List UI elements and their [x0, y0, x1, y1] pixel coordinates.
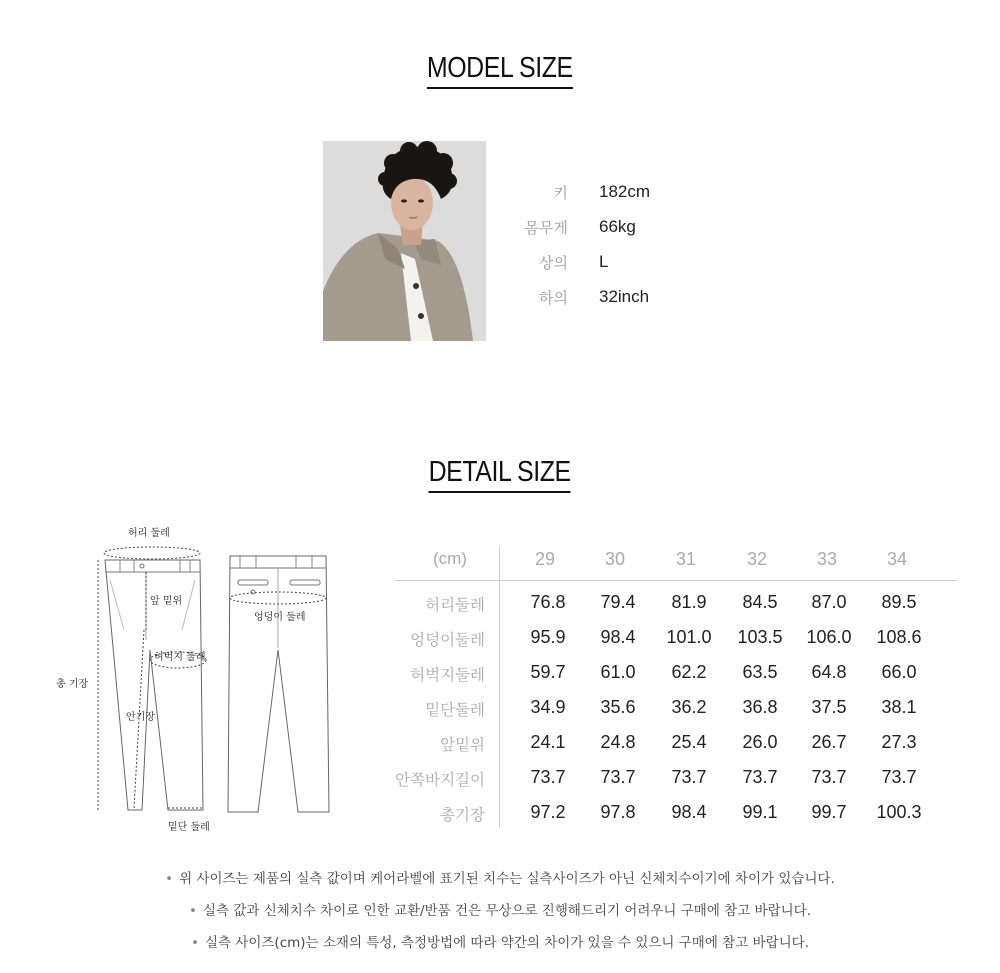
- table-cell: 76.8: [530, 592, 566, 612]
- table-cell: 95.9: [530, 627, 566, 647]
- bullet-icon: •: [188, 903, 197, 919]
- note-text: 실측 값과 신체치수 차이로 인한 교환/반품 건은 무상으로 진행해드리기 어려우니 구매에 참고 바랍니다.: [202, 903, 812, 919]
- detail-size-title: DETAIL SIZE: [0, 456, 1000, 493]
- note-3: [0, 931, 1000, 951]
- table-cell: 25.4: [671, 732, 707, 752]
- spec-value: 66kg: [599, 217, 636, 236]
- diagram-label-front-rise: 앞 밑위: [150, 596, 183, 607]
- model-photo: [323, 141, 486, 341]
- spec-label: 하의: [539, 289, 568, 307]
- table-cell: 106.0: [806, 627, 852, 647]
- table-cell: 99.7: [811, 802, 847, 822]
- model-spec-weight: [500, 217, 800, 241]
- table-divider-vertical: [499, 546, 500, 828]
- table-cell: 73.7: [742, 767, 778, 787]
- table-cell: 79.4: [600, 592, 636, 612]
- diagram-label-waist: 허리 둘레: [128, 528, 170, 539]
- row-label: 밑단둘레: [425, 701, 485, 719]
- table-cell: 98.4: [671, 802, 707, 822]
- table-cell: 103.5: [737, 627, 783, 647]
- table-cell: 38.1: [881, 697, 917, 717]
- diagram-label-hip: 엉덩이 둘레: [254, 612, 306, 623]
- table-cell: 36.8: [742, 697, 778, 717]
- spec-label: 키: [553, 184, 568, 202]
- table-cell: 89.5: [881, 592, 917, 612]
- diagram-label-inseam: 안기장: [126, 712, 155, 723]
- row-label: 허리둘레: [425, 596, 485, 614]
- table-cell: 108.6: [876, 627, 922, 647]
- table-cell: 24.1: [530, 732, 566, 752]
- diagram-label-hem: 밑단 둘레: [168, 822, 210, 833]
- unit-header: (cm): [433, 549, 467, 568]
- note-2: [0, 899, 1000, 919]
- table-cell: 63.5: [742, 662, 778, 682]
- size-table: [395, 540, 957, 830]
- model-spec-top: [500, 252, 800, 276]
- row-label: 엉덩이둘레: [410, 631, 485, 649]
- size-header: 31: [675, 549, 697, 569]
- bullet-icon: •: [190, 935, 199, 951]
- table-cell: 34.9: [530, 697, 566, 717]
- spec-label: 몸무게: [524, 219, 568, 237]
- row-label: 총기장: [440, 806, 485, 824]
- table-divider-horizontal: [395, 580, 957, 581]
- table-cell: 98.4: [600, 627, 636, 647]
- model-spec-height: [500, 182, 800, 206]
- table-cell: 37.5: [811, 697, 847, 717]
- size-header: 32: [746, 549, 768, 569]
- diagram-label-total-length: 총 기장: [56, 679, 89, 690]
- table-cell: 73.7: [671, 767, 707, 787]
- row-label: 허벅지둘레: [410, 666, 485, 684]
- note-text: 실측 사이즈(cm)는 소재의 특성, 측정방법에 따라 약간의 차이가 있을 수 있으니 구매에 참고 바랍니다.: [204, 935, 810, 951]
- table-cell: 35.6: [600, 697, 636, 717]
- model-spec-bottom: [500, 287, 800, 311]
- table-cell: 99.1: [742, 802, 778, 822]
- table-cell: 97.8: [600, 802, 636, 822]
- table-cell: 27.3: [881, 732, 917, 752]
- table-cell: 101.0: [666, 627, 712, 647]
- table-cell: 62.2: [671, 662, 707, 682]
- table-cell: 73.7: [600, 767, 636, 787]
- table-cell: 87.0: [811, 592, 847, 612]
- pants-diagram: [50, 520, 350, 840]
- table-cell: 73.7: [881, 767, 917, 787]
- spec-value: 32inch: [599, 287, 650, 306]
- size-header: 34: [886, 549, 908, 569]
- model-size-title: MODEL SIZE: [0, 52, 1000, 89]
- row-label: 앞밑위: [440, 736, 485, 754]
- note-text: 위 사이즈는 제품의 실측 값이며 케어라벨에 표기된 치수는 실측사이즈가 아닌 신체치수이기에 차이가 있습니다.: [179, 871, 835, 887]
- table-cell: 61.0: [600, 662, 636, 682]
- table-cell: 84.5: [742, 592, 778, 612]
- size-header: 30: [604, 549, 626, 569]
- row-label: 안쪽바지길이: [395, 771, 485, 789]
- table-cell: 66.0: [881, 662, 917, 682]
- bullet-icon: •: [165, 871, 174, 887]
- table-cell: 36.2: [671, 697, 707, 717]
- table-cell: 26.7: [811, 732, 847, 752]
- table-cell: 97.2: [530, 802, 566, 822]
- table-cell: 26.0: [742, 732, 778, 752]
- size-header: 29: [534, 549, 556, 569]
- table-cell: 73.7: [811, 767, 847, 787]
- table-cell: 24.8: [600, 732, 636, 752]
- diagram-label-thigh: 허벅지 둘레: [154, 652, 206, 663]
- table-cell: 64.8: [811, 662, 847, 682]
- spec-value: 182cm: [599, 182, 651, 201]
- table-cell: 59.7: [530, 662, 566, 682]
- table-cell: 100.3: [876, 802, 922, 822]
- table-cell: 81.9: [671, 592, 707, 612]
- size-header: 33: [816, 549, 838, 569]
- note-1: [0, 867, 1000, 887]
- spec-label: 상의: [539, 254, 568, 272]
- spec-value: L: [599, 252, 609, 271]
- table-cell: 73.7: [530, 767, 566, 787]
